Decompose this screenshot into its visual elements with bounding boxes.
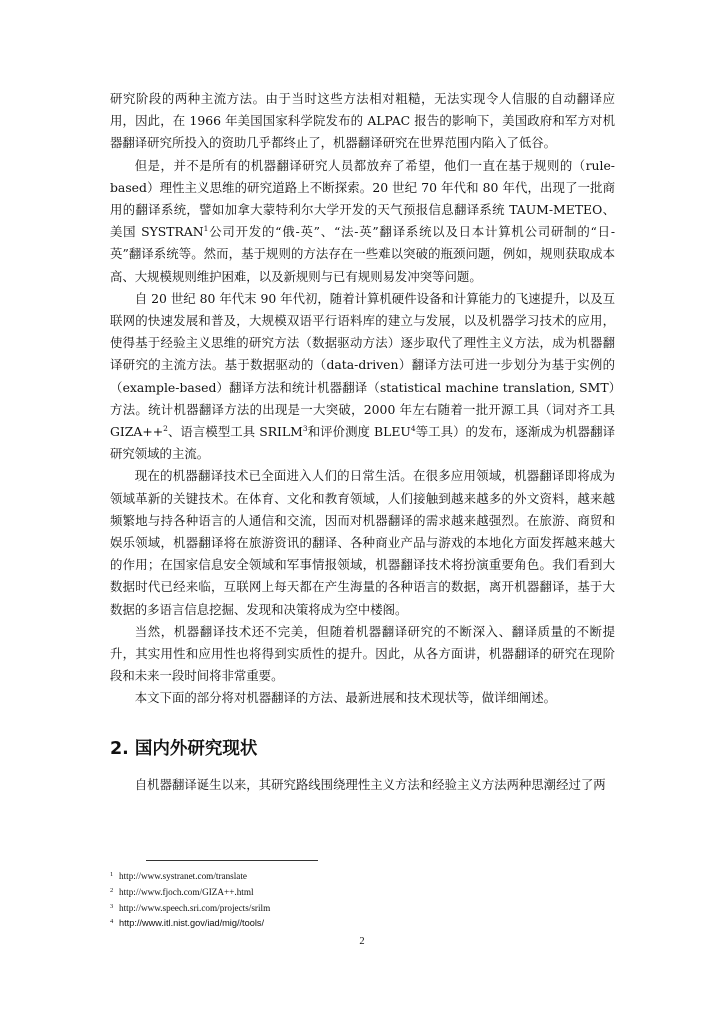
footnote-divider — [146, 860, 318, 861]
paragraph-text: 但是，并不是所有的机器翻译研究人员都放弃了希望，他们一直在基于规则的（rule-based）理性主义思维的研究道路上不断探索。20 世纪 70 年代和 80 年代，出现了一批商用的翻译系统，譬如加拿大蒙特利尔大学开发的天气预报信息翻译系统 TAUM-METEO、美国 SYSTRAN — [110, 157, 615, 240]
section-heading: 2. 国内外研究现状 — [110, 738, 258, 759]
footnote: 2 http://www.fjoch.com/GIZA++.html — [110, 886, 254, 897]
footnotes — [110, 869, 615, 932]
paragraph-text: 自 20 世纪 80 年代末 90 年代初，随着计算机硬件设备和计算能力的飞速提升，以及互联网的快速发展和普及，大规模双语平行语料库的建立与发展，以及机器学习技术的应用，使得基于经验主义思维的研究方法（数据驱动方法）逐步取代了理性主义方法，成为机器翻译研究的主流方法。基于数据驱动的（data-driven）翻译方法可进一步划分为基于实例的（example-based）翻译方法和统计机器翻译（statistical machine translation, SMT）方法。统计机器翻译方法的出现是一大突破，2000 年左右随着一批开源工具（词对齐工具 GIZA++ — [110, 290, 615, 440]
footnote-ref: 3 — [302, 424, 308, 434]
footnote-ref: 4 — [410, 424, 416, 434]
footnote-link[interactable]: http://www.fjoch.com/GIZA++.html — [119, 886, 254, 897]
paragraph-text: 、语言模型工具 SRILM — [167, 424, 303, 440]
page-number: 2 — [359, 936, 365, 947]
footnote-link[interactable]: http://www.systranet.com/translate — [119, 871, 248, 881]
footnote-ref: 2 — [163, 424, 168, 434]
footnote-link[interactable]: http://www.speech.sri.com/projects/srilm — [119, 902, 271, 913]
paragraph-text: 公司开发的“俄-英”、“法-英”翻译系统以及日本计算机公司研制的“日-英”翻译系统等。然而，基于规则的方法存在一些难以突破的瓶颈问题，例如，规则获取成本高、大规模规则维护困难，以及新规则与已有规则易发冲突等问题。 — [110, 224, 616, 284]
paragraph: 研究阶段的两种主流方法。由于当时这些方法相对粗糙，无法实现令人信服的自动翻译应用，因此，在 1966 年美国国家科学院发布的 ALPAC 报告的影响下，美国政府和军方对机器翻译研究所投入的资助几乎都终止了，机器翻译研究在世界范围内陷入了低谷。 — [110, 91, 615, 151]
body-text — [110, 88, 615, 796]
footnote-link[interactable]: http://www.itl.nist.gov/iad/mig//tools/ — [119, 918, 265, 929]
paragraph-text: 和评价测度 BLEU — [307, 424, 411, 440]
paragraph — [110, 155, 615, 288]
paragraph-text: 等工具）的发布，逐渐成为机器翻译研究领域的主流。 — [110, 424, 615, 462]
paragraph: 当然，机器翻译技术还不完美，但随着机器翻译研究的不断深入、翻译质量的不断提升，其实用性和应用性也将得到实质性的提升。因此，从各方面讲，机器翻译的研究在现阶段和未来一段时间将非常重要。 — [110, 623, 615, 684]
footnote-ref: 1 — [203, 224, 209, 234]
paragraph: 现在的机器翻译技术已全面进入人们的日常生活。在很多应用领域，机器翻译即将成为领域革新的关键技术。在体育、文化和教育领域，人们接触到越来越多的外文资料，越来越频繁地与持各种语言的人通信和交流，因而对机器翻译的需求越来越强烈。在旅游、商贸和娱乐领域，机器翻译将在旅游资讯的翻译、各种商业产品与游戏的本地化方面发挥越来越大的作用；在国家信息安全领域和军事情报领域，机器翻译技术将扮演重要角色。我们看到大数据时代已经来临，互联网上每天都在产生海量的各种语言的数据，离开机器翻译，基于大数据的多语言信息挖掘、发现和决策将成为空中楼阁。 — [110, 468, 615, 617]
paragraph — [110, 288, 615, 466]
footnote: 1 http://www.systranet.com/translate — [110, 871, 248, 881]
paragraph: 自机器翻译诞生以来，其研究路线围绕理性主义方法和经验主义方法两种思潮经过了两 — [134, 776, 606, 792]
footnote: 3 http://www.speech.sri.com/projects/srilm — [110, 902, 271, 913]
footnote: 4 http://www.itl.nist.gov/iad/mig//tools/ — [110, 918, 265, 929]
paragraph: 本文下面的部分将对机器翻译的方法、最新进展和技术现状等，做详细阐述。 — [134, 690, 557, 706]
